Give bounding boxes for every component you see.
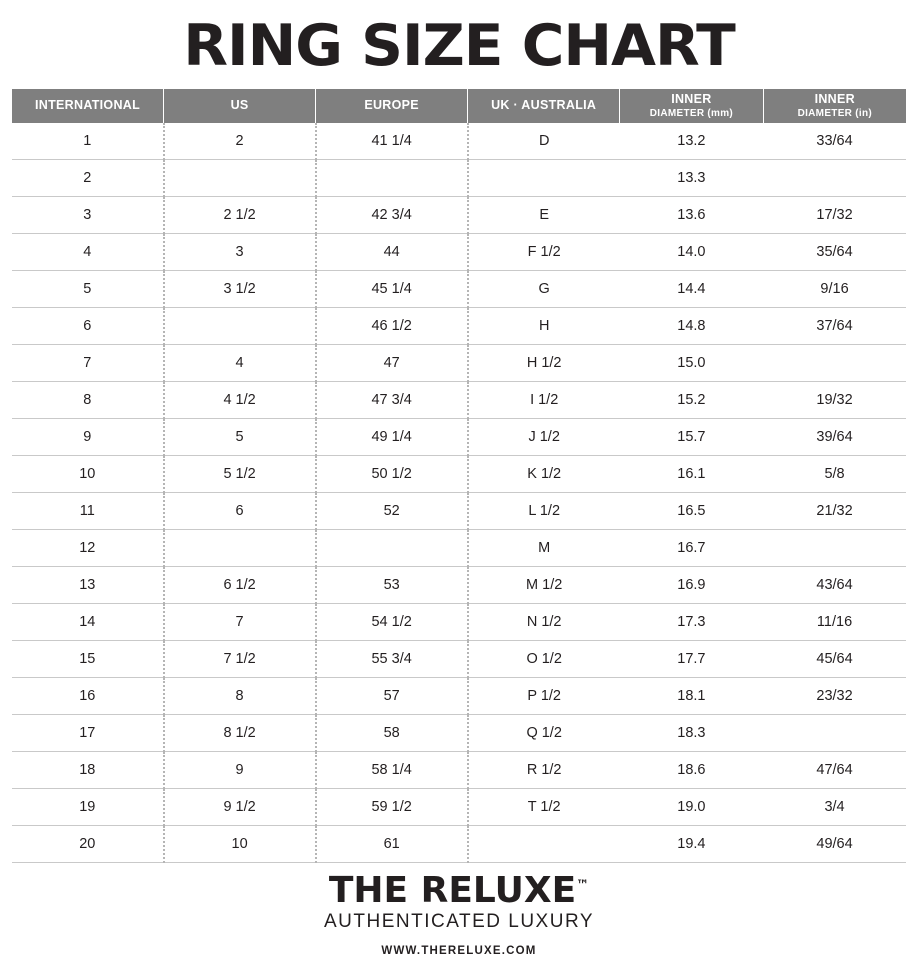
table-cell: 23/32 <box>763 678 906 715</box>
table-cell: 6 1/2 <box>164 567 316 604</box>
table-cell: 11 <box>12 493 164 530</box>
table-cell <box>468 826 620 863</box>
table-cell: 19 <box>12 789 164 826</box>
column-header-inner-diameter-mm-label: INNER <box>671 91 712 106</box>
table-cell: 8 <box>164 678 316 715</box>
table-row <box>12 456 906 493</box>
table-cell <box>763 715 906 752</box>
table-cell: 20 <box>12 826 164 863</box>
table-cell <box>164 530 316 567</box>
table-cell: 13.6 <box>620 197 763 234</box>
table-cell: 18.3 <box>620 715 763 752</box>
table-cell: T 1/2 <box>468 789 620 826</box>
table-cell: 10 <box>164 826 316 863</box>
table-cell: 3/4 <box>763 789 906 826</box>
table-cell: K 1/2 <box>468 456 620 493</box>
table-row <box>12 567 906 604</box>
table-cell: 41 1/4 <box>316 123 468 160</box>
table-cell: 39/64 <box>763 419 906 456</box>
table-cell: 19.4 <box>620 826 763 863</box>
table-cell: 49 1/4 <box>316 419 468 456</box>
table-cell: 59 1/2 <box>316 789 468 826</box>
table-row <box>12 419 906 456</box>
table-cell: 1 <box>12 123 164 160</box>
table-body <box>12 123 906 863</box>
table-cell: 55 3/4 <box>316 641 468 678</box>
table-cell: 3 1/2 <box>164 271 316 308</box>
table-cell: 17 <box>12 715 164 752</box>
table-cell: 47 <box>316 345 468 382</box>
table-row <box>12 715 906 752</box>
table-cell: 15 <box>12 641 164 678</box>
table-cell: 11/16 <box>763 604 906 641</box>
table-cell: 16 <box>12 678 164 715</box>
table-cell: 53 <box>316 567 468 604</box>
table-cell: 47/64 <box>763 752 906 789</box>
table-cell: 58 <box>316 715 468 752</box>
table-cell: 14.8 <box>620 308 763 345</box>
table-cell <box>763 345 906 382</box>
table-cell: 42 3/4 <box>316 197 468 234</box>
table-cell: 19.0 <box>620 789 763 826</box>
table-cell: 43/64 <box>763 567 906 604</box>
brand-url: WWW.THERELUXE.COM <box>381 945 537 957</box>
table-cell: 47 3/4 <box>316 382 468 419</box>
table-row <box>12 123 906 160</box>
table-cell: 46 1/2 <box>316 308 468 345</box>
table-cell: 16.9 <box>620 567 763 604</box>
ring-size-table <box>12 89 906 863</box>
table-cell <box>316 530 468 567</box>
table-cell <box>468 160 620 197</box>
table-cell <box>763 160 906 197</box>
table-row <box>12 789 906 826</box>
table-cell: 16.7 <box>620 530 763 567</box>
table-cell: 18 <box>12 752 164 789</box>
table-cell: M 1/2 <box>468 567 620 604</box>
table-cell: 17/32 <box>763 197 906 234</box>
table-cell: 6 <box>12 308 164 345</box>
table-cell: 5 <box>12 271 164 308</box>
table-row <box>12 752 906 789</box>
table-cell: H <box>468 308 620 345</box>
table-cell: 6 <box>164 493 316 530</box>
table-cell: 21/32 <box>763 493 906 530</box>
table-cell: 4 <box>12 234 164 271</box>
table-cell: P 1/2 <box>468 678 620 715</box>
table-cell: 17.3 <box>620 604 763 641</box>
table-cell: E <box>468 197 620 234</box>
table-cell: 45/64 <box>763 641 906 678</box>
footer <box>0 870 918 957</box>
table-cell: M <box>468 530 620 567</box>
table-cell: I 1/2 <box>468 382 620 419</box>
table-cell: G <box>468 271 620 308</box>
table-cell: 5 <box>164 419 316 456</box>
table-cell: 57 <box>316 678 468 715</box>
table-cell: 49/64 <box>763 826 906 863</box>
table-cell: 18.6 <box>620 752 763 789</box>
brand-name <box>328 870 590 911</box>
column-header-us <box>164 89 316 123</box>
table-cell: 2 1/2 <box>164 197 316 234</box>
table-row <box>12 271 906 308</box>
table-cell: 19/32 <box>763 382 906 419</box>
column-header-us-label: US <box>230 98 249 113</box>
brand-name-text: THE RELUXE <box>328 870 577 911</box>
table-cell: 13.3 <box>620 160 763 197</box>
column-header-uk-australia-label: UK · AUSTRALIA <box>491 98 597 113</box>
table-cell: L 1/2 <box>468 493 620 530</box>
table-cell: 10 <box>12 456 164 493</box>
table-cell <box>164 308 316 345</box>
table-cell: 58 1/4 <box>316 752 468 789</box>
table-cell: 3 <box>164 234 316 271</box>
column-header-inner-diameter-mm-sub: DIAMETER (mm) <box>649 107 734 119</box>
column-header-inner-diameter-in <box>763 89 906 123</box>
table-row <box>12 604 906 641</box>
table-cell: 16.5 <box>620 493 763 530</box>
table-cell: 7 1/2 <box>164 641 316 678</box>
table-cell: 50 1/2 <box>316 456 468 493</box>
table-row <box>12 308 906 345</box>
table-cell: 8 <box>12 382 164 419</box>
table-cell: 8 1/2 <box>164 715 316 752</box>
table-cell: 9 <box>164 752 316 789</box>
column-header-europe-label: EUROPE <box>364 98 419 113</box>
table-cell: H 1/2 <box>468 345 620 382</box>
table-cell: 9 <box>12 419 164 456</box>
table-cell: 12 <box>12 530 164 567</box>
table-cell: 18.1 <box>620 678 763 715</box>
table-cell: 33/64 <box>763 123 906 160</box>
table-cell: 44 <box>316 234 468 271</box>
table-cell: 7 <box>12 345 164 382</box>
table-cell: 45 1/4 <box>316 271 468 308</box>
column-header-international <box>12 89 164 123</box>
table-cell: 14 <box>12 604 164 641</box>
table-row <box>12 160 906 197</box>
table-cell: N 1/2 <box>468 604 620 641</box>
table-cell: 5/8 <box>763 456 906 493</box>
table-cell: 37/64 <box>763 308 906 345</box>
table-cell: F 1/2 <box>468 234 620 271</box>
table-cell: R 1/2 <box>468 752 620 789</box>
column-header-uk-australia <box>468 89 620 123</box>
table-cell: Q 1/2 <box>468 715 620 752</box>
table-row <box>12 493 906 530</box>
table-cell: J 1/2 <box>468 419 620 456</box>
table-row <box>12 530 906 567</box>
table-row <box>12 826 906 863</box>
table-row <box>12 197 906 234</box>
table-cell: 3 <box>12 197 164 234</box>
table-row <box>12 382 906 419</box>
table-cell: 14.4 <box>620 271 763 308</box>
table-row <box>12 678 906 715</box>
page-title: RING SIZE CHART <box>183 13 735 79</box>
table-cell: 4 <box>164 345 316 382</box>
table-cell <box>164 160 316 197</box>
table-cell: 9/16 <box>763 271 906 308</box>
table-cell: D <box>468 123 620 160</box>
table-cell: 14.0 <box>620 234 763 271</box>
table-cell: 7 <box>164 604 316 641</box>
table-cell: 2 <box>164 123 316 160</box>
table-cell: 15.0 <box>620 345 763 382</box>
table-row <box>12 345 906 382</box>
table-cell: 61 <box>316 826 468 863</box>
brand-tagline: AUTHENTICATED LUXURY <box>324 911 594 932</box>
table-row <box>12 641 906 678</box>
table-cell: 13 <box>12 567 164 604</box>
table-cell: 17.7 <box>620 641 763 678</box>
column-header-inner-diameter-in-sub: DIAMETER (in) <box>797 107 873 119</box>
table-cell: 13.2 <box>620 123 763 160</box>
table-cell: 9 1/2 <box>164 789 316 826</box>
table-cell: 15.7 <box>620 419 763 456</box>
table-cell <box>316 160 468 197</box>
table-cell: 52 <box>316 493 468 530</box>
column-header-inner-diameter-in-label: INNER <box>814 91 855 106</box>
table-header <box>12 89 906 123</box>
table-cell: 2 <box>12 160 164 197</box>
table-cell: O 1/2 <box>468 641 620 678</box>
table-header-row <box>12 89 906 123</box>
table-cell: 5 1/2 <box>164 456 316 493</box>
table-cell: 35/64 <box>763 234 906 271</box>
column-header-inner-diameter-mm <box>620 89 763 123</box>
size-table-container <box>0 89 918 863</box>
column-header-europe <box>316 89 468 123</box>
trademark-symbol: ™ <box>576 878 590 893</box>
table-row <box>12 234 906 271</box>
table-cell <box>763 530 906 567</box>
table-cell: 16.1 <box>620 456 763 493</box>
table-cell: 54 1/2 <box>316 604 468 641</box>
column-header-international-label: INTERNATIONAL <box>35 98 141 113</box>
table-cell: 4 1/2 <box>164 382 316 419</box>
table-cell: 15.2 <box>620 382 763 419</box>
